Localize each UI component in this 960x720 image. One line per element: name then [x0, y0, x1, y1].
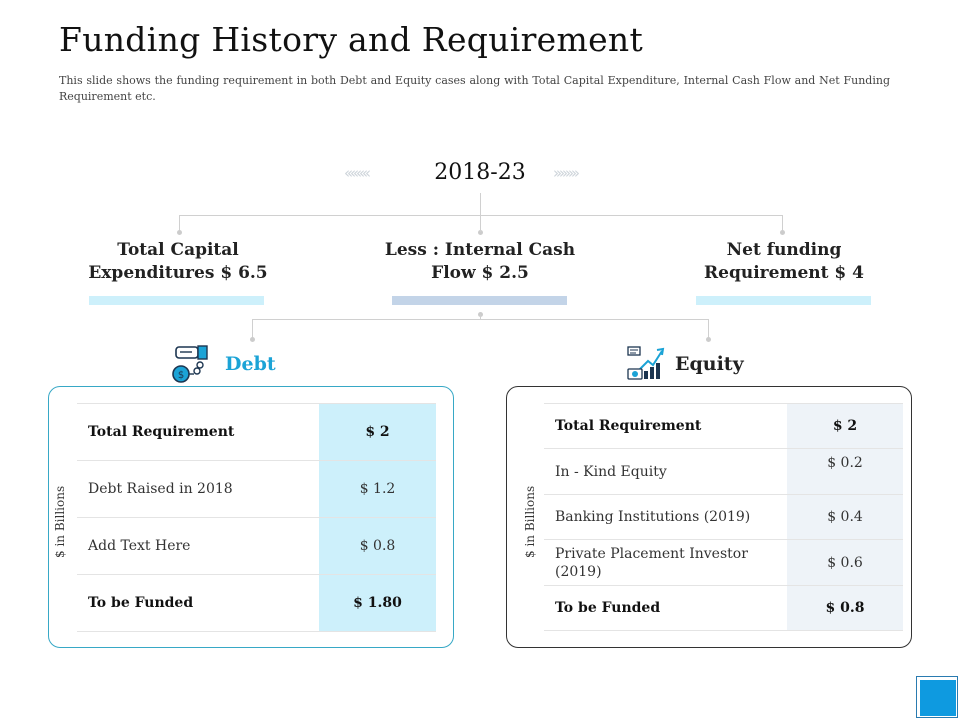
debt-title: Debt — [225, 353, 276, 375]
corner-square — [920, 680, 956, 716]
debt-row-label: Debt Raised in 2018 — [77, 461, 319, 518]
growth-chart-icon — [626, 345, 668, 383]
equity-row-label: Banking Institutions (2019) — [544, 495, 787, 540]
metric-cashflow-bar — [392, 296, 567, 305]
equity-row-label: Private Placement Investor (2019) — [544, 540, 787, 586]
equity-axis-label: $ in Billions — [523, 485, 537, 558]
metric-net-funding-line2: Requirement $ 4 — [704, 263, 864, 283]
metric-net-funding — [684, 239, 884, 285]
connector-dot — [706, 337, 711, 342]
table-row — [77, 575, 436, 632]
metric-net-funding-bar — [696, 296, 871, 305]
table-row — [77, 461, 436, 518]
equity-row-label: Total Requirement — [544, 404, 787, 449]
equity-row-label: To be Funded — [544, 586, 787, 631]
table-row — [77, 518, 436, 575]
debt-axis-label: $ in Billions — [53, 485, 67, 558]
table-row — [77, 404, 436, 461]
equity-title: Equity — [675, 353, 744, 375]
table-row — [544, 404, 903, 449]
table-row — [544, 540, 903, 586]
svg-text:$: $ — [177, 370, 185, 381]
connector-dot — [250, 337, 255, 342]
table-row — [544, 586, 903, 631]
metric-capex-line1: Total Capital — [117, 240, 239, 260]
chevron-left-icon: ‹‹‹‹‹‹‹‹ — [344, 164, 368, 182]
equity-table — [544, 403, 903, 631]
chevron-right-icon: ›››››››› — [553, 164, 577, 182]
equity-row-value: $ 0.6 — [787, 540, 903, 586]
debt-row-value: $ 1.2 — [319, 461, 436, 518]
debt-row-label: To be Funded — [77, 575, 319, 632]
debt-row-value: $ 1.80 — [319, 575, 436, 632]
equity-row-value: $ 2 — [787, 404, 903, 449]
connector-vertical — [252, 319, 253, 339]
period-label: 2018-23 — [434, 160, 526, 185]
page-subtitle: This slide shows the funding requirement in both Debt and Equity cases along with Total Capital Expenditure, Internal Cash Flow and Net Funding Requirement etc. — [59, 74, 890, 103]
connector-dot — [780, 230, 785, 235]
table-row — [544, 495, 903, 540]
debt-row-label: Add Text Here — [77, 518, 319, 575]
table-row — [544, 449, 903, 495]
debt-row-value: $ 2 — [319, 404, 436, 461]
equity-row-value: $ 0.8 — [787, 586, 903, 631]
metric-cashflow-line1: Less : Internal Cash — [384, 240, 576, 260]
connector-vertical — [708, 319, 709, 339]
page-title: Funding History and Requirement — [59, 20, 644, 59]
debt-table — [77, 403, 436, 632]
connector-horizontal — [252, 319, 709, 320]
equity-row-value: $ 0.2 — [787, 449, 903, 495]
connector-dot — [177, 230, 182, 235]
equity-row-label: In - Kind Equity — [544, 449, 787, 495]
coin-chain-icon — [170, 343, 212, 385]
connector-vertical — [480, 215, 481, 232]
equity-row-value: $ 0.4 — [787, 495, 903, 540]
debt-row-value: $ 0.8 — [319, 518, 436, 575]
metric-capex — [78, 239, 278, 285]
debt-row-label: Total Requirement — [77, 404, 319, 461]
metric-cashflow-line2: Flow $ 2.5 — [431, 263, 529, 283]
metric-cashflow — [370, 239, 590, 285]
metric-capex-line2: Expenditures $ 6.5 — [88, 263, 268, 283]
connector-vertical — [480, 193, 481, 215]
metric-capex-bar — [89, 296, 264, 305]
metric-net-funding-line1: Net funding — [726, 240, 842, 260]
